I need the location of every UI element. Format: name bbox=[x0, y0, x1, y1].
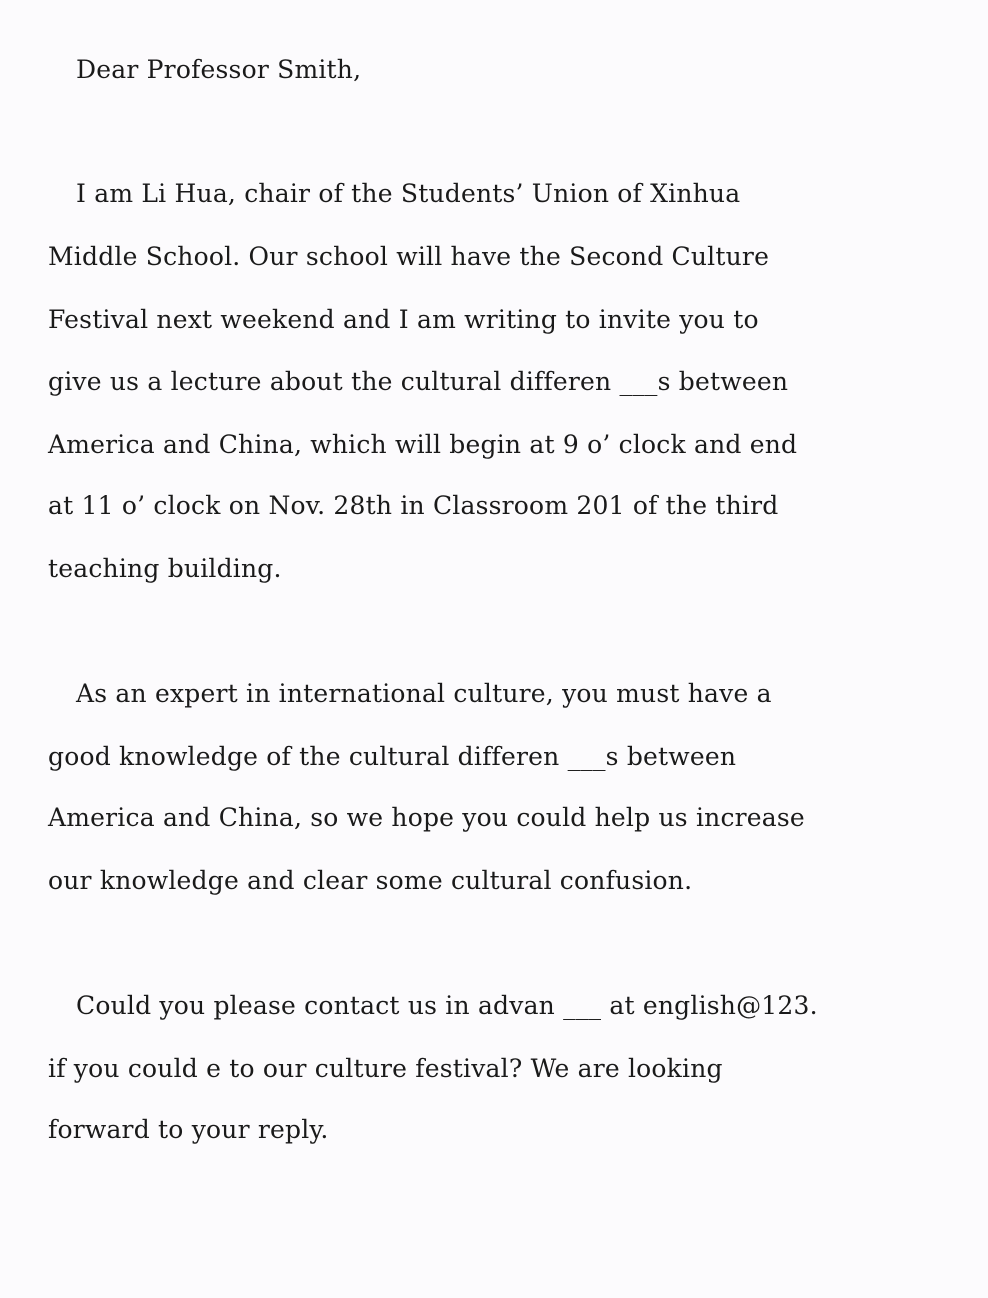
paragraph-1-line-4: give us a lecture about the cultural differen ___s between bbox=[48, 367, 789, 396]
paragraph-2-line-2: good knowledge of the cultural differen ___s between bbox=[48, 742, 737, 771]
paragraph-1-line-5: America and China, which will begin at 9 o’ clock and end bbox=[48, 430, 798, 459]
paragraph-3-line-2: if you could e to our culture festival? We are looking bbox=[48, 1054, 723, 1083]
paragraph-2-line-1: As an expert in international culture, you must have a bbox=[76, 679, 772, 708]
paragraph-1-line-3: Festival next weekend and I am writing to invite you to bbox=[48, 305, 759, 334]
paragraph-1-line-2: Middle School. Our school will have the Second Culture bbox=[48, 242, 770, 271]
paragraph-2-line-3: America and China, so we hope you could help us increase bbox=[48, 803, 805, 832]
paragraph-3-line-1: Could you please contact us in advan ___ at english@123. bbox=[76, 991, 818, 1020]
salutation: Dear Professor Smith, bbox=[76, 55, 362, 84]
paragraph-2-line-4: our knowledge and clear some cultural confusion. bbox=[48, 866, 693, 895]
paragraph-1-line-6: at 11 o’ clock on Nov. 28th in Classroom 201 of the third bbox=[48, 491, 779, 520]
paragraph-1-line-1: I am Li Hua, chair of the Students’ Union of Xinhua bbox=[76, 179, 741, 208]
paragraph-1-line-7: teaching building. bbox=[48, 554, 282, 583]
paragraph-3-line-3: forward to your reply. bbox=[48, 1115, 329, 1144]
